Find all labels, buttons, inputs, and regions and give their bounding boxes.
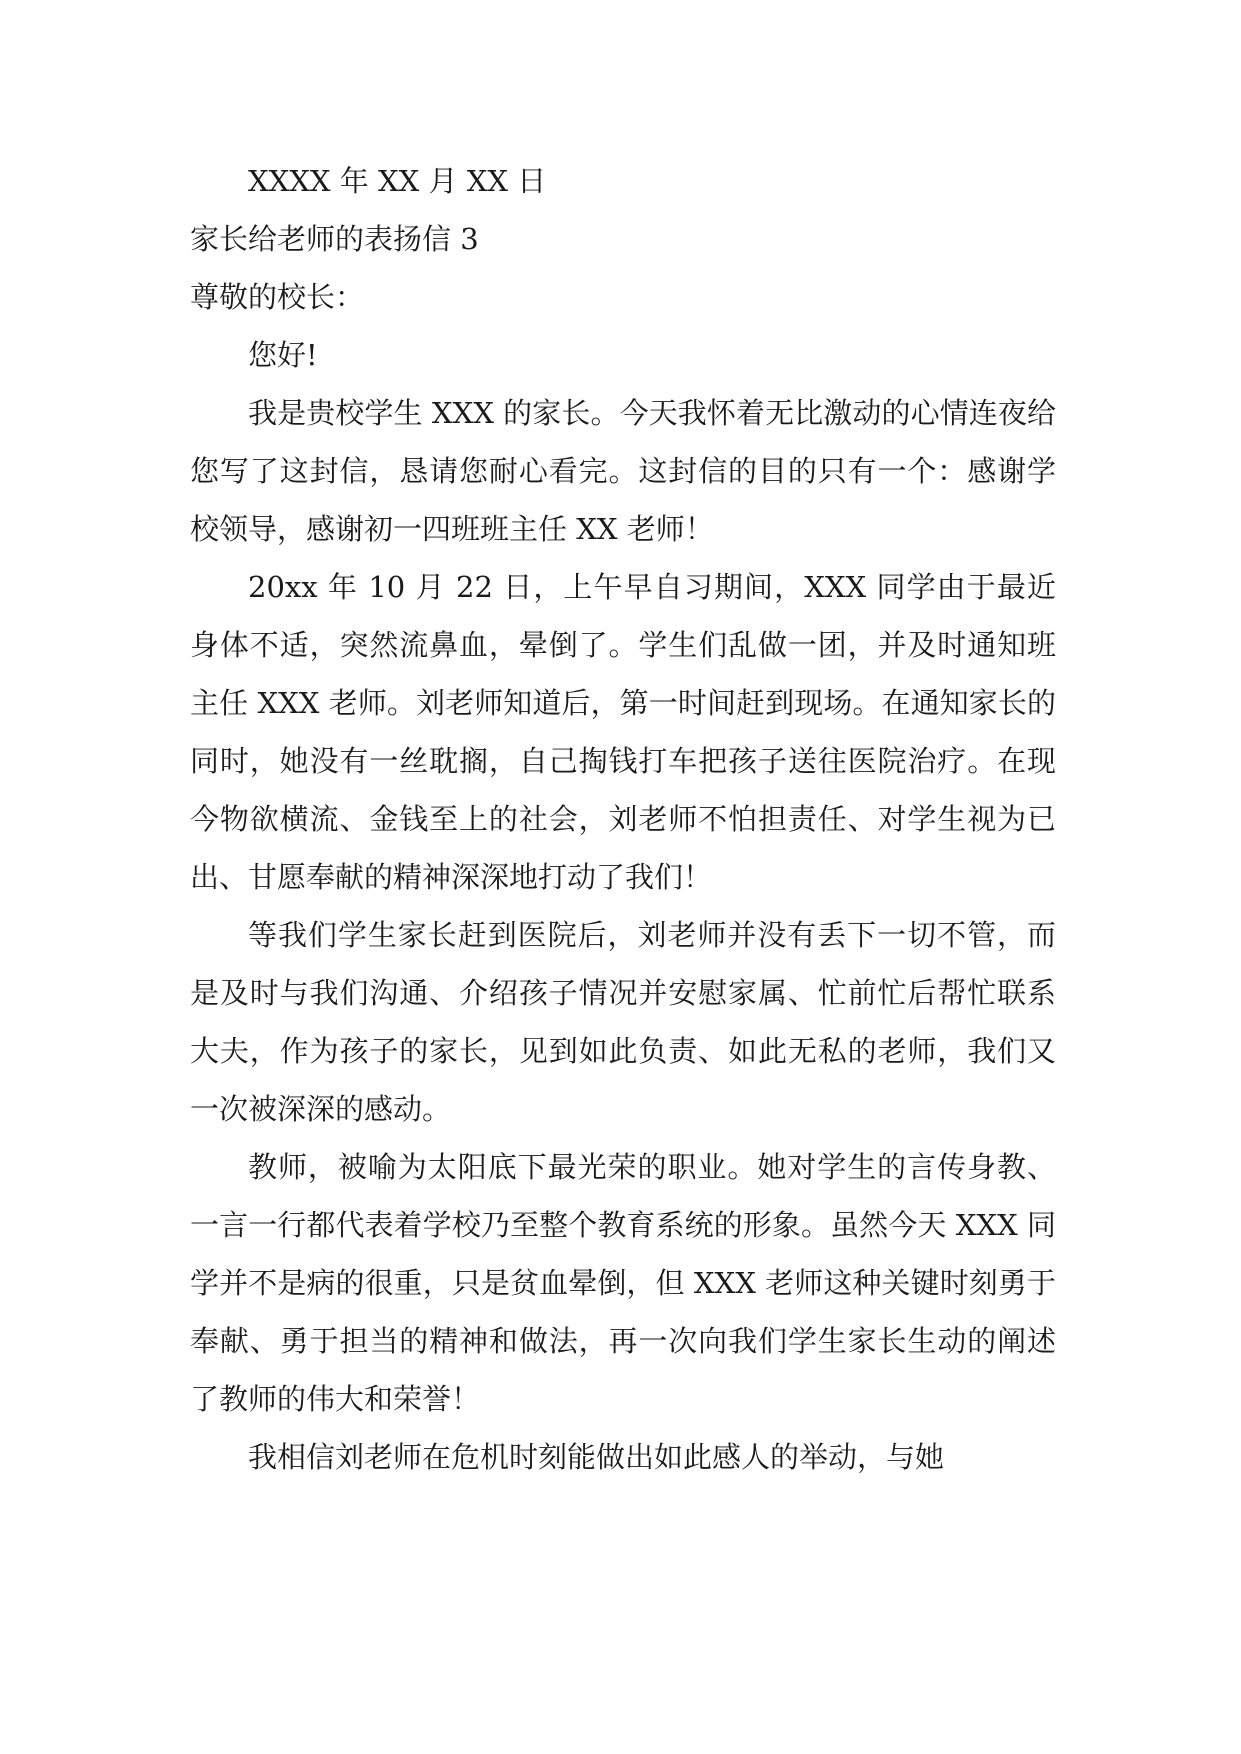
body-paragraph-2: 20xx 年 10 月 22 日，上午早自习期间，XXX 同学由于最近身体不适，突然流鼻血，晕倒了。学生们乱做一团，并及时通知班主任 XXX 老师。刘老师知道后，第一时间赶到现场。在通知家长的同时，她没有一丝耽搁，自己掏钱打车把孩子送往医院治疗。在现今物欲横流、金钱至上的社会，刘老师不怕担责任、对学生视为已出、甘愿奉献的精神深深地打动了我们！ (190, 570, 1056, 894)
body-paragraph-3: 等我们学生家长赶到医院后，刘老师并没有丢下一切不管，而是及时与我们沟通、介绍孩子情况并安慰家属、忙前忙后帮忙联系大夫，作为孩子的家长，见到如此负责、如此无私的老师，我们又一次被深深的感动。 (190, 918, 1056, 1126)
salutation: 尊敬的校长： (190, 280, 365, 314)
date-line: XXXX 年 XX 月 XX 日 (248, 164, 547, 198)
body-paragraph-1: 我是贵校学生 XXX 的家长。今天我怀着无比激动的心情连夜给您写了这封信，恳请您耐心看完。这封信的目的只有一个：感谢学校领导，感谢初一四班班主任 XX 老师！ (190, 396, 1056, 546)
body-paragraph-5: 我相信刘老师在危机时刻能做出如此感人的举动，与她 (248, 1440, 945, 1474)
letter-title: 家长给老师的表扬信 3 (190, 222, 479, 256)
greeting: 您好! (248, 338, 318, 372)
body-paragraph-4: 教师，被喻为太阳底下最光荣的职业。她对学生的言传身教、一言一行都代表着学校乃至整个教育系统的形象。虽然今天 XXX 同学并不是病的很重，只是贫血晕倒，但 XXX 老师这种关键时刻勇于奉献、勇于担当的精神和做法，再一次向我们学生家长生动的阐述了教师的伟大和荣誉！ (190, 1150, 1056, 1416)
document-page (190, 152, 1056, 1486)
